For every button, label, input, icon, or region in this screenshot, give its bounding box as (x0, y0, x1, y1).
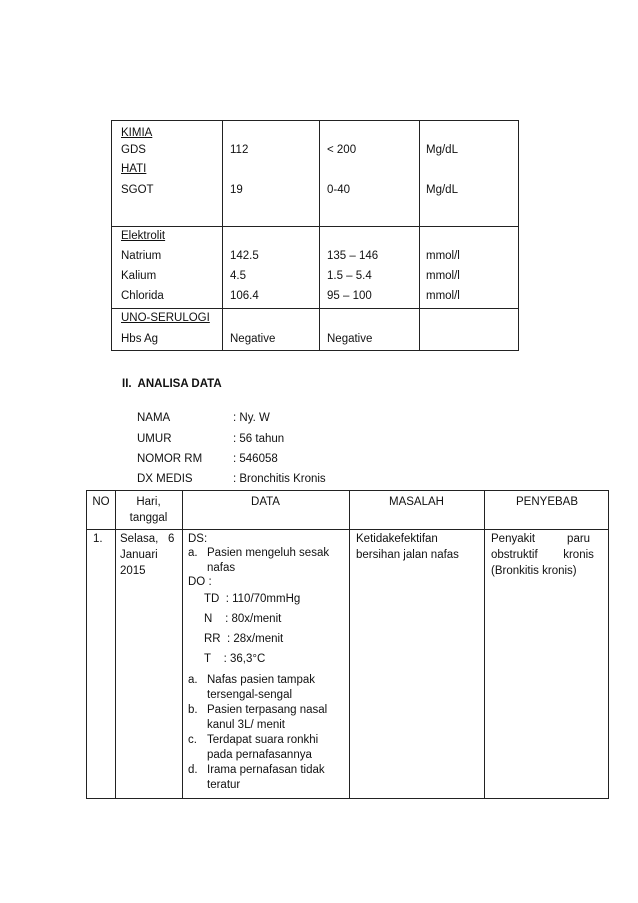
identity-label: NAMA (137, 412, 171, 424)
analysis-col-divider (115, 491, 116, 798)
do-label: DO : (188, 576, 212, 588)
row-number: 1. (93, 533, 103, 545)
natrium-unit: mmol/l (426, 250, 460, 262)
obs-item: pada pernafasannya (207, 749, 312, 761)
gds-normal: < 200 (327, 144, 357, 156)
identity-value: : Ny. W (233, 412, 270, 424)
obs-item: kanul 3L/ menit (207, 719, 285, 731)
row-day: Selasa, 6 (120, 533, 175, 545)
ds-item: Pasien mengeluh sesak (207, 547, 330, 559)
analysis-header-divider (87, 529, 608, 530)
obs-item: Nafas pasien tampak (207, 674, 316, 686)
vital-sign: RR : 28x/menit (204, 633, 284, 645)
vital-sign: N : 80x/menit (204, 613, 282, 625)
kalium-value: 4.5 (230, 270, 246, 282)
row-date: Januari (120, 549, 158, 561)
identity-value: : 546058 (233, 453, 278, 465)
ds-label: DS: (188, 533, 208, 545)
vital-sign: T : 36,3°C (204, 653, 266, 665)
analysis-table (86, 490, 609, 799)
vital-sign: TD : 110/70mmHg (204, 593, 301, 605)
cause-text: (Bronkitis kronis) (491, 565, 577, 577)
hbsag-name: Hbs Ag (121, 333, 159, 345)
identity-label: UMUR (137, 433, 172, 445)
header-date: tanggal (129, 512, 168, 524)
chlorida-unit: mmol/l (426, 290, 460, 302)
obs-marker: a. (188, 674, 198, 686)
lab-results-table (111, 120, 519, 351)
gds-name: GDS (121, 144, 146, 156)
obs-marker: c. (188, 734, 197, 746)
kalium-unit: mmol/l (426, 270, 460, 282)
hbsag-normal: Negative (327, 333, 373, 345)
sgot-name: SGOT (121, 184, 154, 196)
identity-value: : Bronchitis Kronis (233, 473, 326, 485)
problem-text: bersihan jalan nafas (356, 549, 459, 561)
header-day: Hari, (136, 496, 161, 508)
ds-marker: a. (188, 547, 198, 559)
identity-label: NOMOR RM (137, 453, 203, 465)
obs-item: Pasien terpasang nasal (207, 704, 328, 716)
header-problem: MASALAH (389, 496, 444, 508)
chlorida-normal: 95 – 100 (327, 290, 372, 302)
obs-item: tersengal-sengal (207, 689, 293, 701)
header-data: DATA (251, 496, 280, 508)
obs-marker: b. (188, 704, 198, 716)
cause-text: Penyakit paru (491, 533, 591, 545)
lab-col-divider (419, 121, 420, 350)
section-title: II. ANALISA DATA (122, 378, 222, 390)
header-no: NO (92, 496, 110, 508)
obs-marker: d. (188, 764, 198, 776)
gds-value: 112 (230, 144, 249, 156)
chlorida-name: Chlorida (121, 290, 164, 302)
sgot-unit: Mg/dL (426, 184, 458, 196)
kalium-normal: 1.5 – 5.4 (327, 270, 372, 282)
lab-row-divider (112, 308, 518, 309)
natrium-value: 142.5 (230, 250, 259, 262)
problem-text: Ketidakefektifan (356, 533, 438, 545)
ds-item: nafas (207, 562, 236, 574)
sgot-normal: 0-40 (327, 184, 351, 196)
analysis-col-divider (484, 491, 485, 798)
obs-item: Irama pernafasan tidak (207, 764, 325, 776)
lab-col-divider (222, 121, 223, 350)
gds-unit: Mg/dL (426, 144, 458, 156)
cause-text: obstruktif kronis (491, 549, 594, 561)
hati-label: HATI (121, 163, 147, 175)
lab-row-divider (112, 226, 518, 227)
row-year: 2015 (120, 565, 146, 577)
chlorida-value: 106.4 (230, 290, 259, 302)
natrium-name: Natrium (121, 250, 162, 262)
kalium-name: Kalium (121, 270, 157, 282)
obs-item: Terdapat suara ronkhi (207, 734, 319, 746)
hbsag-value: Negative (230, 333, 276, 345)
header-cause: PENYEBAB (516, 496, 578, 508)
lab-col-divider (319, 121, 320, 350)
elektrolit-label: Elektrolit (121, 230, 166, 242)
obs-item: teratur (207, 779, 241, 791)
natrium-normal: 135 – 146 (327, 250, 379, 262)
analysis-col-divider (182, 491, 183, 798)
analysis-col-divider (349, 491, 350, 798)
sgot-value: 19 (230, 184, 243, 196)
identity-value: : 56 tahun (233, 433, 285, 445)
kimia-label: KIMIA (121, 127, 153, 139)
uno-serulogi-label: UNO-SERULOGI (121, 312, 210, 324)
identity-label: DX MEDIS (137, 473, 193, 485)
